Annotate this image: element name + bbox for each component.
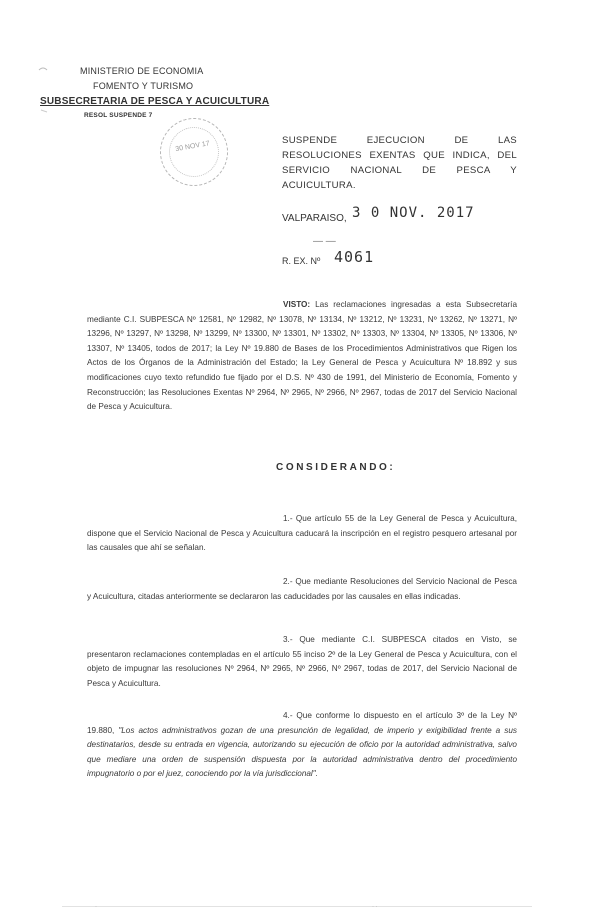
visto-label: VISTO: xyxy=(283,300,311,309)
place-label: VALPARAISO, xyxy=(282,213,347,224)
considerando-item-1 xyxy=(87,512,517,556)
visto-text: Las reclamaciones ingresadas a esta Subsecretaría mediante C.I. SUBPESCA Nº 12581, Nº 12982, Nº 13078, Nº 13134, Nº 13212, Nº 13231, Nº 13262, Nº 13271, Nº 13296, Nº 13297, Nº 13298, Nº 13299, Nº 13300, Nº 13301, Nº 13302, Nº 13303, Nº 13304, Nº 13305, Nº 13306, Nº 13307, Nº 13405, todos de 2017; la Ley Nº 19.880 de Bases de los Procedimientos Administrativos que Rigen los Actos de los Órganos de la Administración del Estado; la Ley General de Pesca y Acuicultura Nº 18.892 y sus modificaciones cuyo texto refundido fue fijado por el D.S. Nº 430 de 1991, del Ministerio de Economía, Fomento y Reconstrucción; las Resoluciones Exentas Nº 2964, Nº 2965, Nº 2966, Nº 2967, todas de 2017 del Servicio Nacional de Pesca y Acuicultura. xyxy=(87,300,517,412)
scan-mark-icon: · · xyxy=(372,904,378,910)
stamp-text: 30 NOV 17 xyxy=(174,140,211,154)
item-quote: "Los actos administrativos gozan de una presunción de legalidad, de imperio y exigibilidad frente a sus destinatarios, desde su entrada en vigencia, autorizando su ejecución de oficio por la autoridad administrativa, salvo que mediare una orden de suspensión dispuesta por la autoridad administrativa dentro del procedimiento impugnatorio o por el juez, conociendo por la vía jurisdiccional". xyxy=(87,725,517,779)
document-date: 3 0 NOV. 2017 xyxy=(352,205,475,221)
item-number: 4.- xyxy=(283,711,293,720)
item-text: Que mediante Resoluciones del Servicio Nacional de Pesca y Acuicultura, citadas anteriormente se declararon las caducidades por las causales en ellas indicadas. xyxy=(87,577,517,601)
considerando-heading: CONSIDERANDO: xyxy=(276,462,396,473)
considerando-item-2 xyxy=(87,575,517,604)
office-stamp-icon xyxy=(151,109,237,195)
ministry-line-1: MINISTERIO DE ECONOMIA xyxy=(80,66,204,76)
visto-paragraph xyxy=(87,298,517,415)
considerando-item-4 xyxy=(87,709,517,782)
reference-code: RESOL SUSPENDE 7 xyxy=(84,112,153,119)
subsecretaria-heading: SUBSECRETARIA DE PESCA Y ACUICULTURA xyxy=(40,96,270,107)
ministry-line-2: FOMENTO Y TURISMO xyxy=(93,81,194,91)
considerando-item-3 xyxy=(87,633,517,691)
resolution-number: 4061 xyxy=(334,248,375,266)
rex-mark: — — xyxy=(313,236,336,247)
item-text: Que mediante C.I. SUBPESCA citados en Visto, se presentaron reclamaciones contempladas en el artículo 55 inciso 2º de la Ley General de Pesca y Acuicultura, con el objeto de impugnar las resoluciones Nº 2964, Nº 2965, Nº 2966, Nº 2967, todas de 2017, del Servicio Nacional de Pesca y Acuicultura. xyxy=(87,635,517,688)
item-text: Que artículo 55 de la Ley General de Pesca y Acuicultura, dispone que el Servicio Nacional de Pesca y Acuicultura caducará la inscripción en el registro pesquero artesanal por las causales que ahí se señalan. xyxy=(87,514,517,553)
document-title: SUSPENDE EJECUCION DE LAS RESOLUCIONES EXENTAS QUE INDICA, DEL SERVICIO NACIONAL DE PESCA Y ACUICULTURA. xyxy=(282,135,517,191)
item-number: 3.- xyxy=(283,635,293,644)
item-number: 2.- xyxy=(283,577,293,586)
scan-mark-icon: · xyxy=(95,904,97,910)
scan-edge-divider xyxy=(62,906,532,907)
item-number: 1.- xyxy=(283,514,293,523)
item-text: Que conforme lo dispuesto en el artículo 3º de la Ley Nº 19.880, xyxy=(87,711,517,735)
margin-mark-icon xyxy=(36,60,56,120)
resolution-label: R. EX. Nº xyxy=(282,256,321,266)
